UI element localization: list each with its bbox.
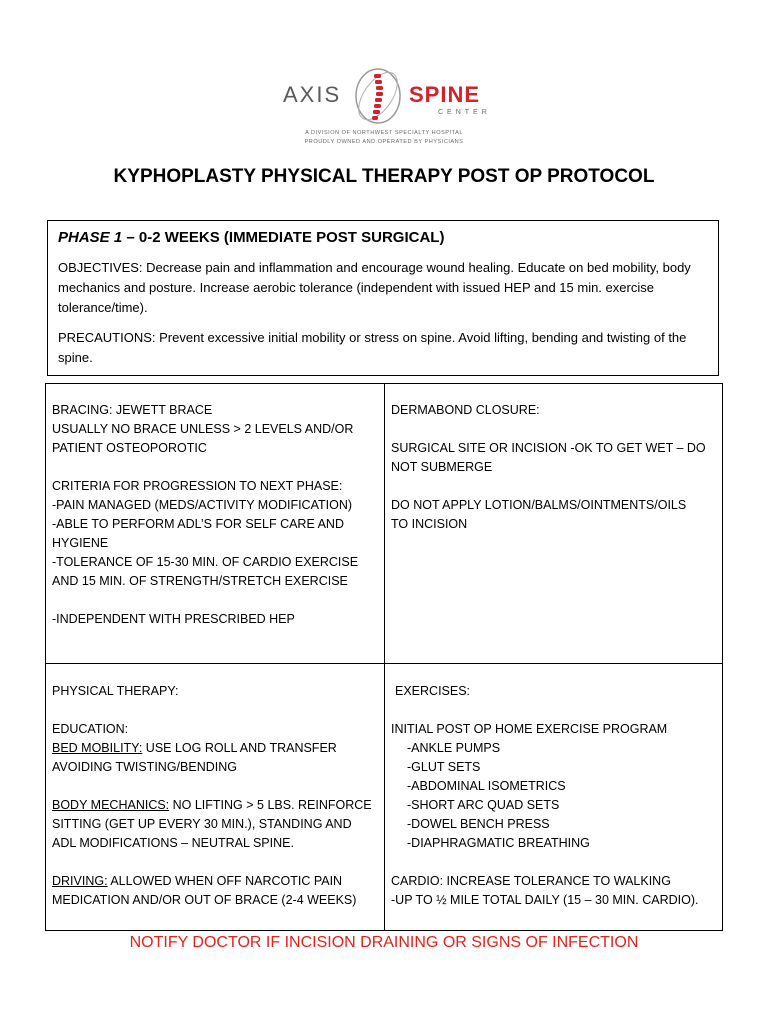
exercise-item: -DOWEL BENCH PRESS	[407, 817, 550, 831]
bed-mobility-label: BED MOBILITY:	[52, 741, 143, 755]
closure-line: TO INCISION	[391, 517, 468, 531]
exercise-item: -DIAPHRAGMATIC BREATHING	[407, 836, 590, 850]
exercise-item: -GLUT SETS	[407, 760, 481, 774]
closure-line: DO NOT APPLY LOTION/BALMS/OINTMENTS/OILS	[391, 498, 687, 512]
driving-line: MEDICATION AND/OR OUT OF BRACE (2-4 WEEKS)	[52, 893, 357, 907]
body-mechanics-line: BODY MECHANICS: NO LIFTING > 5 LBS. REINFORCE	[52, 798, 372, 812]
phase-precautions: PRECAUTIONS: Prevent excessive initial mobility or stress on spine. Avoid lifting, bending and twisting of the spine.	[58, 330, 687, 365]
phase-title	[58, 229, 708, 246]
notify-warning: NOTIFY DOCTOR IF INCISION DRAINING OR SIGNS OF INFECTION	[129, 934, 639, 951]
closure-line: NOT SUBMERGE	[391, 460, 493, 474]
criteria-item: AND 15 MIN. OF STRENGTH/STRETCH EXERCISE	[52, 574, 348, 588]
bracing-line: PATIENT OSTEOPOROTIC	[52, 441, 207, 455]
driving-line: DRIVING: ALLOWED WHEN OFF NARCOTIC PAIN	[52, 874, 343, 888]
criteria-item: -PAIN MANAGED (MEDS/ACTIVITY MODIFICATION)	[52, 498, 353, 512]
cell-exercises	[391, 682, 699, 910]
exercises-title: EXERCISES:	[395, 684, 471, 698]
phase-label: PHASE 1	[58, 229, 123, 246]
exercise-program-title: INITIAL POST OP HOME EXERCISE PROGRAM	[391, 722, 668, 736]
logo-center-text: CENTER	[438, 109, 491, 116]
cardio-line: CARDIO: INCREASE TOLERANCE TO WALKING	[391, 874, 671, 888]
cell-bracing-criteria	[52, 401, 358, 629]
logo	[0, 30, 768, 145]
phase-box	[47, 220, 719, 376]
bracing-line: USUALLY NO BRACE UNLESS > 2 LEVELS AND/OR	[52, 422, 354, 436]
bed-mobility-line: BED MOBILITY: USE LOG ROLL AND TRANSFER	[52, 741, 337, 755]
body-mechanics-line: ADL MODIFICATIONS – NEUTRAL SPINE.	[52, 836, 294, 850]
exercise-item: -ABDOMINAL ISOMETRICS	[407, 779, 566, 793]
education-title: EDUCATION:	[52, 722, 129, 736]
criteria-title: CRITERIA FOR PROGRESSION TO NEXT PHASE:	[52, 479, 343, 493]
criteria-item: HYGIENE	[52, 536, 109, 550]
driving-label: DRIVING:	[52, 874, 108, 888]
cell-dermabond	[391, 401, 706, 534]
closure-line: SURGICAL SITE OR INCISION -OK TO GET WET – DO	[391, 441, 706, 455]
logo-spine-text: SPINE	[409, 82, 481, 107]
criteria-item: -TOLERANCE OF 15-30 MIN. OF CARDIO EXERCISE	[52, 555, 359, 569]
protocol-grid	[45, 383, 723, 931]
page-title: KYPHOPLASTY PHYSICAL THERAPY POST OP PROTOCOL	[113, 166, 655, 187]
closure-title: DERMABOND CLOSURE:	[391, 403, 540, 417]
spine-emblem-icon	[352, 66, 404, 126]
grid-vertical-divider	[384, 384, 385, 930]
logo-axis-text: AXIS	[283, 82, 342, 107]
pt-title: PHYSICAL THERAPY:	[52, 684, 179, 698]
criteria-item: -ABLE TO PERFORM ADL’S FOR SELF CARE AND	[52, 517, 344, 531]
logo-division-line-2: PROUDLY OWNED AND OPERATED BY PHYSICIANS	[304, 139, 464, 145]
logo-division-line-1: A DIVISION OF NORTHWEST SPECIALTY HOSPITAL	[305, 130, 463, 136]
body-mechanics-line: SITTING (GET UP EVERY 30 MIN.), STANDING AND	[52, 817, 352, 831]
cardio-line: -UP TO ½ MILE TOTAL DAILY (15 – 30 MIN. CARDIO).	[391, 893, 699, 907]
bracing-line: BRACING: JEWETT BRACE	[52, 403, 213, 417]
exercise-item: -SHORT ARC QUAD SETS	[407, 798, 560, 812]
bed-mobility-line: AVOIDING TWISTING/BENDING	[52, 760, 237, 774]
criteria-item: -INDEPENDENT WITH PRESCRIBED HEP	[52, 612, 295, 626]
body-mechanics-label: BODY MECHANICS:	[52, 798, 170, 812]
phase-range: – 0-2 WEEKS (IMMEDIATE POST SURGICAL)	[122, 229, 445, 246]
exercise-item: -ANKLE PUMPS	[407, 741, 501, 755]
phase-objectives: OBJECTIVES: Decrease pain and inflammation and encourage wound healing. Educate on bed mobility, body mechanics and posture. Increase aerobic tolerance (independent with issued HEP and 15 min. exercise tolerance/time).	[58, 260, 691, 315]
grid-horizontal-divider	[46, 663, 722, 664]
cell-physical-therapy	[52, 682, 372, 910]
